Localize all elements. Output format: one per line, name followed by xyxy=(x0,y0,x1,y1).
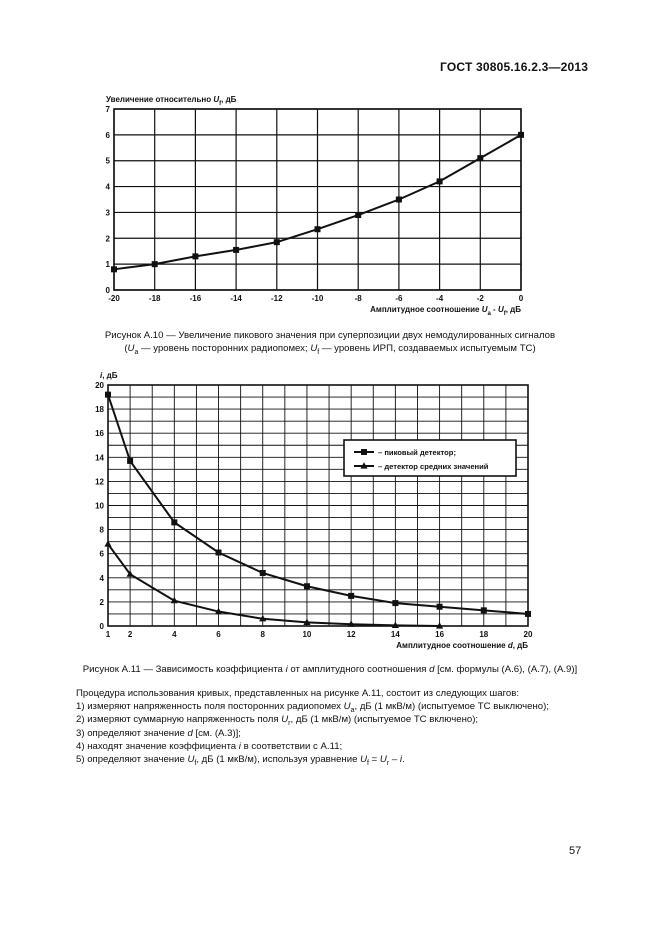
data-point-square xyxy=(481,607,487,613)
x-tick-label: 0 xyxy=(518,294,524,303)
x-axis-title xyxy=(396,641,528,650)
y-tick-label: 0 xyxy=(105,286,110,295)
x-axis-title-part: U xyxy=(481,305,488,314)
x-tick-label: 12 xyxy=(346,630,356,639)
step-text: [см. (А.3)]; xyxy=(192,727,241,739)
caption-symbol: d xyxy=(429,664,435,675)
y-tick-label: 4 xyxy=(105,182,110,192)
step-symbol: d xyxy=(187,727,193,739)
step-symbol: U xyxy=(360,754,368,766)
procedure-step-5 xyxy=(76,753,549,766)
x-tick-label: 8 xyxy=(260,630,265,639)
data-point-square xyxy=(348,593,354,599)
step-symbol: i xyxy=(399,754,402,766)
caption-text: ( xyxy=(124,343,128,354)
step-text: 2) измеряют суммарную напряженность поля xyxy=(76,714,282,726)
legend-label: – детектор средних значений xyxy=(378,462,489,471)
x-tick-label: -12 xyxy=(271,294,283,303)
x-tick-label: 10 xyxy=(302,630,312,639)
step-symbol: U xyxy=(343,701,351,713)
figure-a10-caption-line2 xyxy=(60,342,600,355)
step-text: , дБ (1 мкВ/м) (испытуемое ТС включено); xyxy=(290,714,479,726)
legend-marker-square xyxy=(361,449,367,455)
data-point-square xyxy=(127,458,133,464)
x-axis-title-part: U xyxy=(497,305,504,314)
x-tick-label: -10 xyxy=(311,294,324,303)
figure-a10-caption-line1: Рисунок А.10 — Увеличение пикового значения при суперпозиции двух немодулированных сигналов xyxy=(104,330,556,341)
y-tick-label: 7 xyxy=(105,105,110,114)
caption-text: [см. формулы (А.6), (А.7), (А.9)] xyxy=(434,664,578,675)
x-axis-title-part: Амплитудное соотношение xyxy=(370,305,482,314)
step-text: 5) определяют значение xyxy=(76,754,188,766)
procedure-step-3 xyxy=(76,727,549,740)
y-tick-label: 20 xyxy=(95,381,104,390)
procedure-step-4 xyxy=(76,740,549,753)
y-tick-label: 2 xyxy=(99,597,104,607)
y-axis-title-part: Увеличение относительно xyxy=(106,95,214,104)
y-axis-title xyxy=(100,371,118,380)
y-tick-label: 6 xyxy=(105,130,110,140)
caption-symbol: i xyxy=(285,664,288,675)
y-tick-label: 2 xyxy=(105,234,110,244)
y-tick-label: 12 xyxy=(95,477,104,487)
x-tick-label: 1 xyxy=(105,630,111,639)
x-tick-label: -6 xyxy=(395,294,403,303)
step-symbol: i xyxy=(238,740,241,752)
step-text: = xyxy=(368,754,380,766)
x-axis-title-part: , дБ xyxy=(505,305,521,314)
x-tick-label: -18 xyxy=(148,294,161,303)
y-axis-title-part: f xyxy=(219,101,222,107)
figure-a10-caption xyxy=(60,329,600,355)
step-text: , дБ (1 мкВ/м) (испытуемое ТС выключено); xyxy=(354,701,549,713)
procedure-steps xyxy=(76,687,549,766)
step-subscript: a xyxy=(350,707,355,715)
step-subscript: f xyxy=(367,759,369,767)
procedure-step-1 xyxy=(76,700,549,713)
x-tick-label: -8 xyxy=(354,294,362,303)
x-axis-title-part: f xyxy=(503,311,506,317)
step-text: . xyxy=(402,754,405,766)
step-text: 1) измеряют напряженность поля посторонних радиопомех xyxy=(76,701,344,713)
step-subscript: r xyxy=(386,759,390,767)
x-tick-label: 14 xyxy=(390,630,400,639)
data-point-square xyxy=(105,392,111,398)
x-tick-label: 20 xyxy=(523,630,533,639)
y-tick-label: 5 xyxy=(105,156,110,166)
page-number: 57 xyxy=(569,845,582,857)
step-text: в соответствии с А.11; xyxy=(240,740,343,752)
x-axis-title-part: - xyxy=(490,305,498,314)
data-point-square xyxy=(392,600,398,606)
step-text: , дБ (1 мкВ/м), используя уравнение xyxy=(196,754,361,766)
legend-label: – пиковый детектор; xyxy=(378,448,456,457)
x-axis-title-part: d xyxy=(507,641,513,650)
x-tick-label: 2 xyxy=(127,630,133,639)
step-symbol: U xyxy=(187,754,195,766)
caption-symbol: U xyxy=(310,343,318,354)
step-text: – xyxy=(389,754,400,766)
step-text: 4) находят значение коэффициента xyxy=(76,740,239,752)
x-tick-label: -2 xyxy=(476,294,484,303)
step-symbol: U xyxy=(281,714,289,726)
caption-symbol: U xyxy=(127,343,135,354)
y-axis-title-part: i xyxy=(100,371,103,380)
y-tick-label: 1 xyxy=(105,260,110,270)
data-point-square xyxy=(216,549,222,555)
x-tick-label: 6 xyxy=(216,630,221,639)
caption-text: Рисунок А.11 — Зависимость коэффициента xyxy=(82,664,286,675)
x-axis-title-part: Амплитудное соотношение xyxy=(396,641,508,650)
y-axis-title-part: U xyxy=(213,95,220,104)
x-tick-label: -4 xyxy=(436,294,444,303)
x-tick-label: 4 xyxy=(172,630,177,639)
x-tick-label: 18 xyxy=(479,630,489,639)
y-tick-label: 0 xyxy=(99,622,104,631)
data-point-square xyxy=(437,604,443,610)
x-tick-label: -20 xyxy=(108,294,120,303)
document-header: ГОСТ 30805.16.2.3—2013 xyxy=(440,60,589,74)
caption-subscript: a xyxy=(134,348,139,356)
step-symbol: U xyxy=(379,754,387,766)
x-tick-label: 16 xyxy=(435,630,445,639)
data-point-square xyxy=(304,583,310,589)
step-subscript: f xyxy=(194,759,197,767)
y-tick-label: 18 xyxy=(95,405,104,415)
caption-text: от амплитудного соотношения xyxy=(287,664,430,675)
y-tick-label: 6 xyxy=(99,549,104,559)
step-subscript: r xyxy=(288,720,291,728)
y-axis-title-part: , дБ xyxy=(221,95,237,104)
x-axis-title-part: a xyxy=(487,311,491,317)
series-line xyxy=(108,395,528,614)
data-point-square xyxy=(171,519,177,525)
y-tick-label: 8 xyxy=(99,525,104,535)
procedure-step-2 xyxy=(76,713,549,726)
y-tick-label: 10 xyxy=(95,501,104,511)
procedure-intro: Процедура использования кривых, представленных на рисунке А.11, состоит из следующих шагов: xyxy=(76,688,519,699)
x-tick-label: -14 xyxy=(230,294,242,303)
x-axis-title-part: , дБ xyxy=(512,641,528,650)
y-tick-label: 4 xyxy=(99,573,104,583)
caption-text: — уровень посторонних радиопомех; xyxy=(138,343,311,354)
figure-a11-caption xyxy=(40,663,620,676)
data-point-square xyxy=(260,570,266,576)
y-tick-label: 3 xyxy=(105,208,110,218)
caption-subscript: f xyxy=(317,348,320,356)
x-tick-label: -16 xyxy=(189,294,202,303)
step-text: 3) определяют значение xyxy=(76,727,188,739)
data-point-square xyxy=(525,611,531,617)
y-tick-label: 16 xyxy=(95,429,104,439)
y-tick-label: 14 xyxy=(95,453,104,463)
y-axis-title-part: , дБ xyxy=(102,371,118,380)
caption-text: — уровень ИРП, создаваемых испытуемым ТС) xyxy=(319,343,536,354)
